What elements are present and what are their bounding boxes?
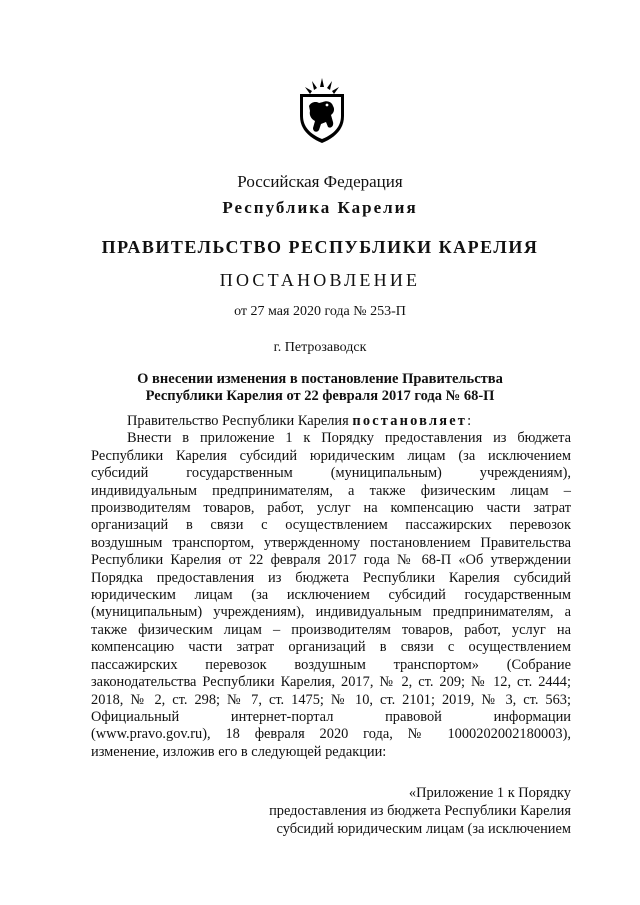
body-line: (муниципальным) учреждениям), индивидуальным предпринимателям, а <box>91 604 571 621</box>
karelia-coat-of-arms-icon <box>297 78 347 144</box>
body-line: воздушным транспортом, утвержденному постановлением Правительства <box>91 534 571 551</box>
intro-suffix: : <box>467 413 472 429</box>
appendix-line: субсидий юридическим лицам (за исключением <box>276 821 571 837</box>
body-line: 2018, № 2, ст. 298; № 7, ст. 1475; № 10, ст. 2101; 2019, № 3, ст. 563; <box>91 691 571 708</box>
body-line: Внести в приложение 1 к Порядку предоставления из бюджета <box>127 430 571 447</box>
body-line: субсидий государственным (муниципальным) учреждениям), <box>91 465 571 482</box>
title-line: Республики Карелия от 22 февраля 2017 года № 68-П <box>145 388 495 404</box>
city: г. Петрозаводск <box>273 340 367 355</box>
body-line: изменение, изложив его в следующей редакции: <box>91 743 387 760</box>
body-line: Официальный интернет-портал правовой информации <box>91 708 571 725</box>
document-type: ПОСТАНОВЛЕНИЕ <box>219 270 421 290</box>
date-and-number: от 27 мая 2020 года № 253-П <box>234 304 406 319</box>
document-body <box>91 413 571 761</box>
body-line: законодательства Республики Карелия, 2017, № 2, ст. 209; № 12, ст. 2444; <box>91 674 571 691</box>
body-line: индивидуальным предпринимателям, а также физическим лицам – <box>91 482 571 499</box>
intro-decree-word: постановляет <box>352 413 468 429</box>
body-line: Республики Карелия от 22 февраля 2017 года № 68-П «Об утверждении <box>91 552 571 569</box>
republic-name: Республика Карелия <box>222 198 418 217</box>
body-line: компенсацию части затрат организаций в связи с осуществлением <box>91 639 571 656</box>
body-line: также физическим лицам – производителям товаров, работ, услуг на <box>91 621 571 638</box>
body-line: производителям товаров, работ, услуг на компенсацию части затрат <box>91 500 571 517</box>
country-name: Российская Федерация <box>237 172 403 191</box>
intro-prefix: Правительство Республики Карелия <box>127 413 353 429</box>
body-line: Республики Карелия субсидий юридическим лицам (за исключением <box>91 447 571 464</box>
body-line: (www.pravo.gov.ru), 18 февраля 2020 года, № 1000202002180003), <box>91 726 571 743</box>
body-line: Порядка предоставления из бюджета Республики Карелия субсидий <box>91 569 571 586</box>
government-name: ПРАВИТЕЛЬСТВО РЕСПУБЛИКИ КАРЕЛИЯ <box>101 237 539 257</box>
document-title <box>0 371 640 405</box>
intro-line <box>91 413 571 430</box>
body-line: пассажирских перевозок воздушным транспортом» (Собрание <box>91 656 571 673</box>
appendix-heading <box>200 784 571 838</box>
body-line: юридическим лицам (за исключением субсидий государственным <box>91 587 571 604</box>
body-line: организаций в связи с осуществлением пассажирских перевозок <box>91 517 571 534</box>
appendix-line: предоставления из бюджета Республики Карелия <box>269 803 571 819</box>
title-line: О внесении изменения в постановление Правительства <box>137 371 503 387</box>
appendix-line: «Приложение 1 к Порядку <box>408 785 571 801</box>
